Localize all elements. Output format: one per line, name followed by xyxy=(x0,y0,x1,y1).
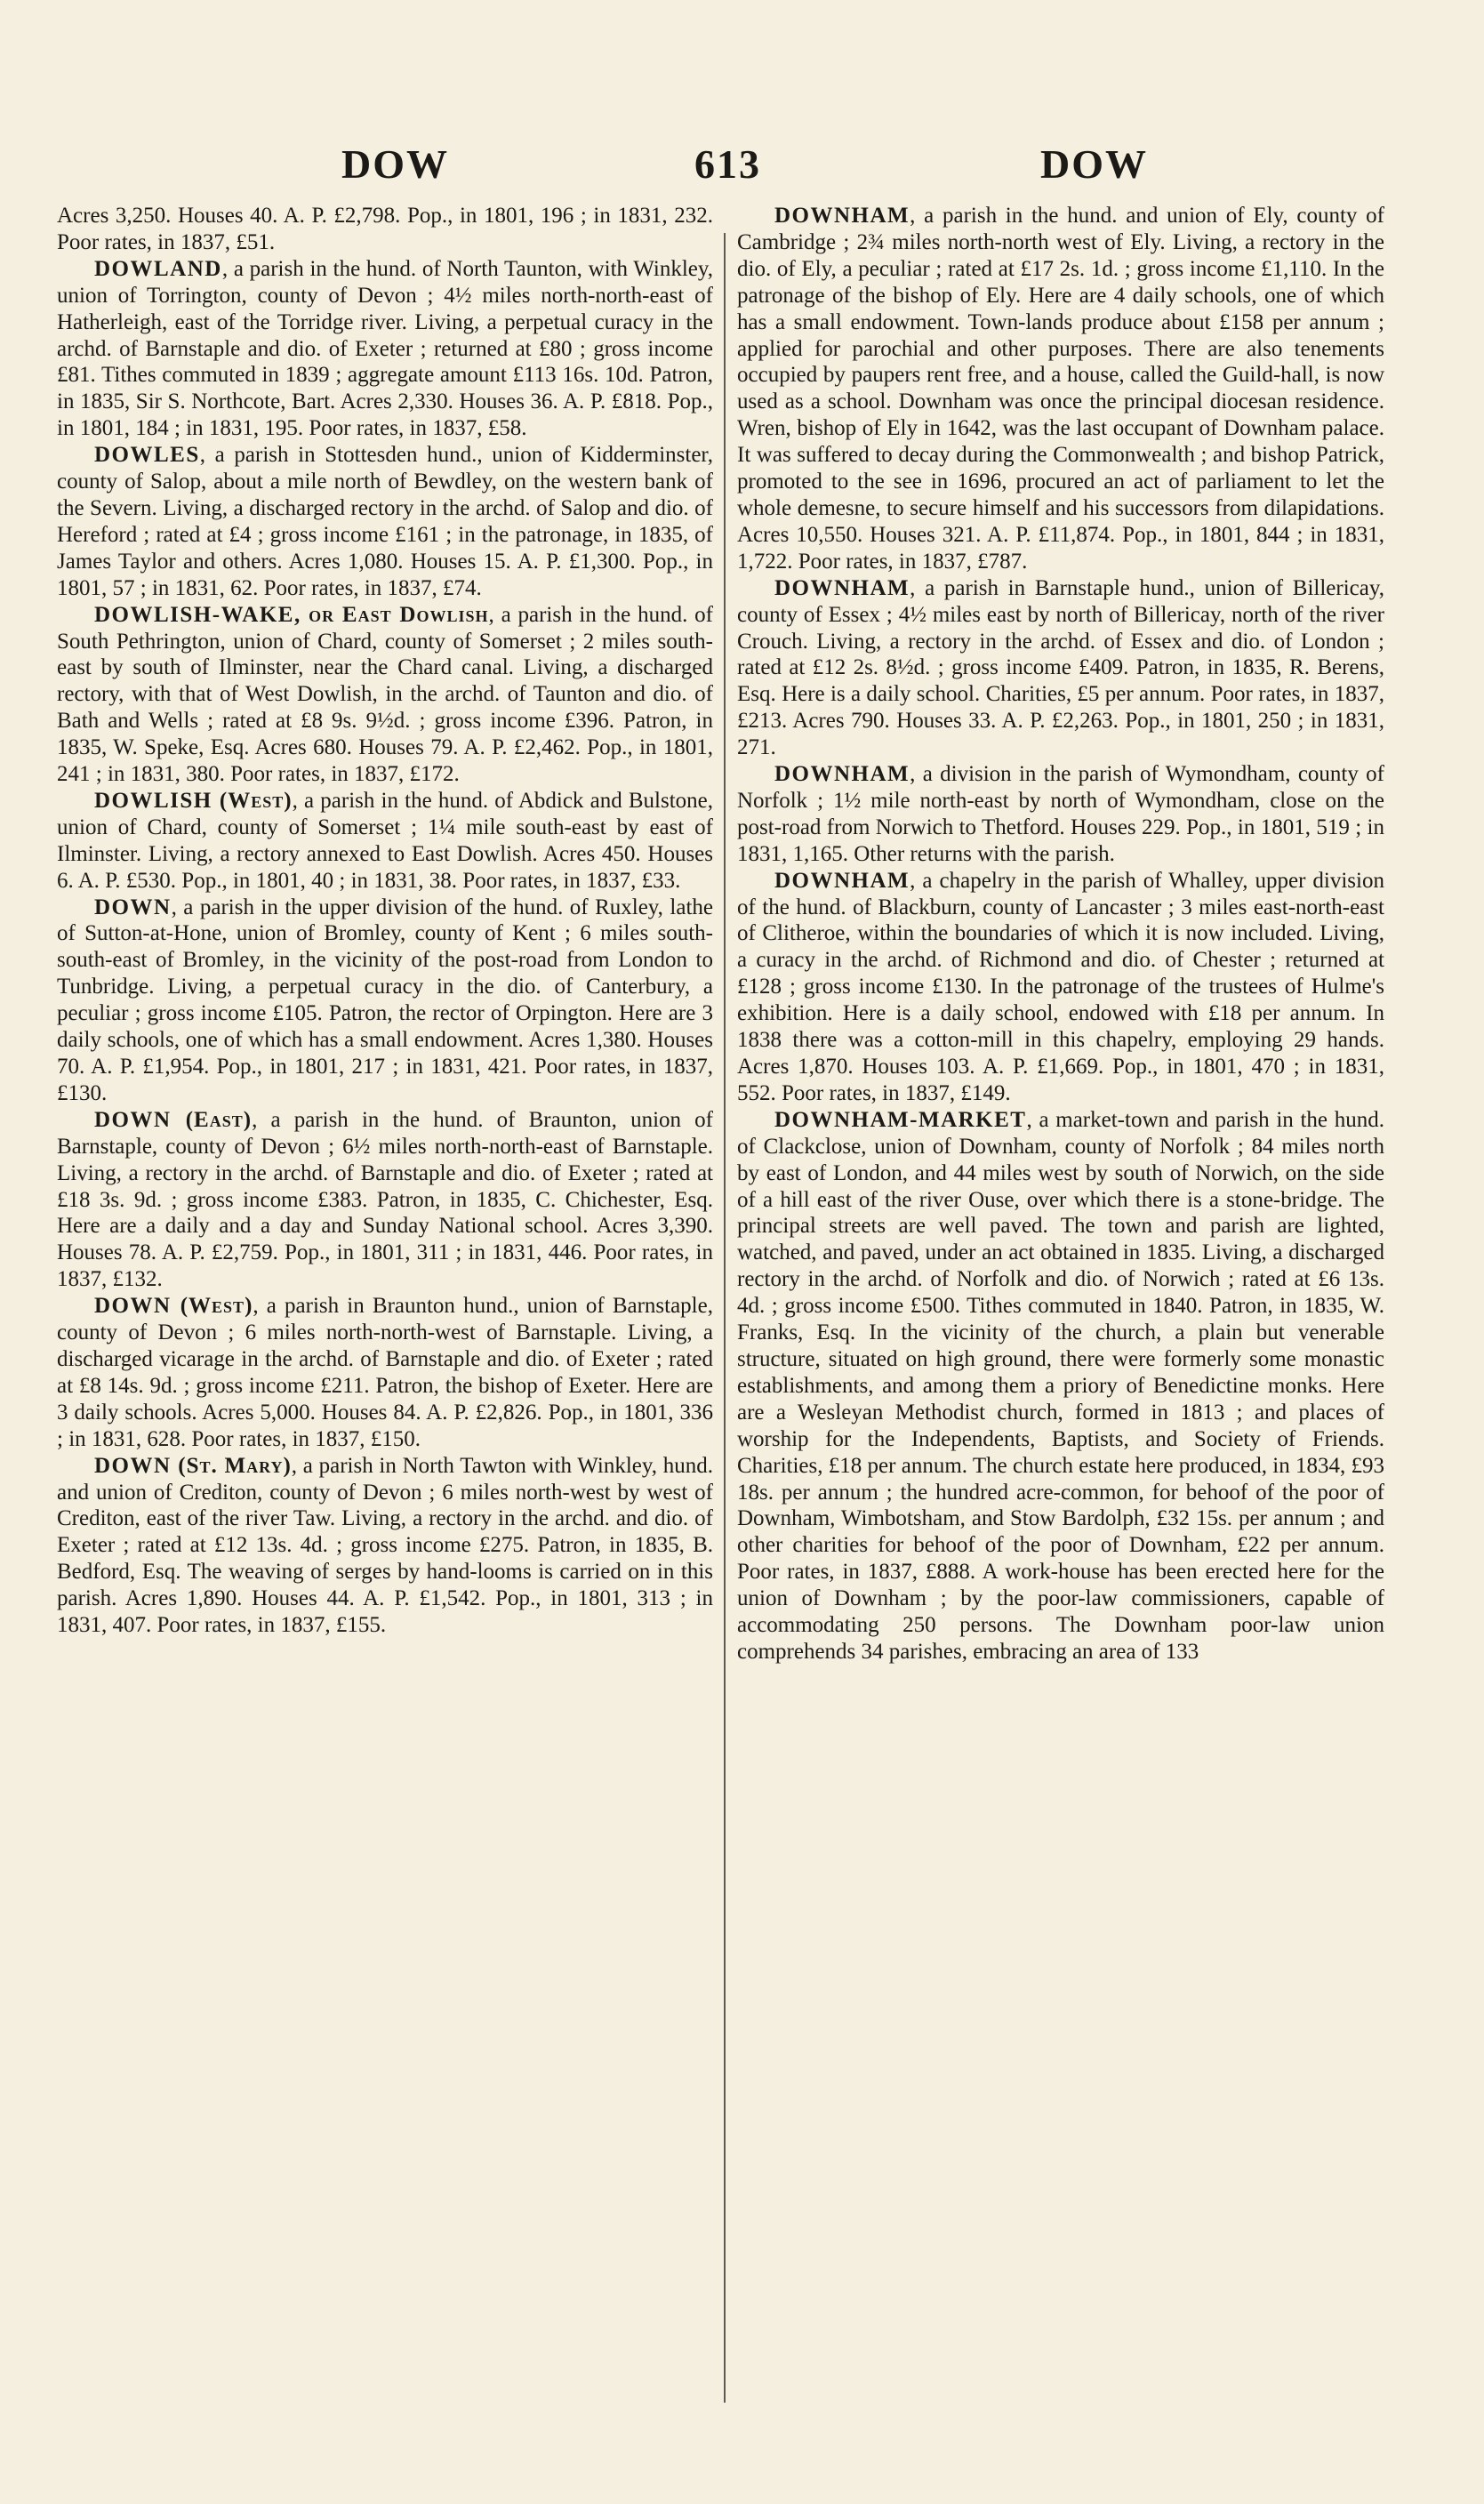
column-divider xyxy=(724,233,726,2403)
entry-text: , a parish in the upper division of the hund. of Ruxley, lathe of Sutton-at-Hone, union of Bromley, county of Kent ; 6 miles south-south-east of Bromley, in the vicinity of the post-road from London to Tunbridge. Living, a perpetual curacy in the dio. of Canterbury, a peculiar ; gross income £105. Patron, the rector of Orpington. Here are 3 daily schools, one of which has a small endowment. Acres 1,380. Houses 70. A. P. £1,954. Pop., in 1801, 217 ; in 1831, 421. Poor rates, in 1837, £130. xyxy=(57,895,713,1105)
gazetteer-entry xyxy=(737,1107,1384,1665)
gazetteer-entry xyxy=(57,895,713,1107)
entry-headword: DOWN xyxy=(94,1107,172,1132)
entry-headword: DOWN xyxy=(94,1294,172,1319)
gazetteer-entry xyxy=(57,1107,713,1293)
entry-text: , a parish in the hund. and union of Ely, county of Cambridge ; 2¾ miles north-north west of Ely. Living, a rectory in the dio. of Ely, a peculiar ; rated at £17 2s. 1d. ; gross income £1,110. In the patronage of the bishop of Ely. Here are 4 daily schools, one of which has a small endowment. Town-lands produce about £158 per annum ; applied for parochial and other purposes. There are also tenements occupied by paupers rent free, and a house, called the Guild-hall, is now used as a school. Downham was once the principal diocesan residence. Wren, bishop of Ely in 1642, was the last occupant of Downham palace. It was suffered to decay during the Commonwealth ; and bishop Patrick, promoted to the see in 1696, procured an act of parliament to let the whole demesne, to secure himself and his successors from dilapidations. Acres 10,550. Houses 321. A. P. £11,874. Pop., in 1801, 844 ; in 1831, 1,722. Poor rates, in 1837, £787. xyxy=(737,204,1384,574)
entry-headword: DOWNHAM xyxy=(774,868,910,893)
right-column xyxy=(737,203,1384,1665)
gazetteer-entry: Acres 3,250. Houses 40. A. P. £2,798. Pop., in 1801, 196 ; in 1831, 232. Poor rates, in 1837, £51. xyxy=(57,204,713,254)
entry-text: , a parish in Stottesden hund., union of Kidderminster, county of Salop, about a mile north of Bewdley, on the western bank of the Severn. Living, a discharged rectory in the archd. of Salop and dio. of Hereford ; rated at £4 ; gross income £161 ; in the patronage, in 1835, of James Taylor and others. Acres 1,080. Houses 15. A. P. £1,300. Pop., in 1801, 57 ; in 1831, 62. Poor rates, in 1837, £74. xyxy=(57,443,713,600)
entry-text: , a parish in North Tawton with Winkley, hund. and union of Crediton, county of Devon ; 6 miles north-west by west of Crediton, east of the river Taw. Living, a rectory in the archd. and dio. of Exeter ; rated at £12 13s. 4d. ; gross income £275. Patron, in 1835, B. Bedford, Esq. The weaving of serges by hand-looms is carried on in this parish. Acres 1,890. Houses 44. A. P. £1,542. Pop., in 1801, 313 ; in 1831, 407. Poor rates, in 1837, £155. xyxy=(57,1453,713,1638)
entry-text: , a parish in the hund. of Abdick and Bulstone, union of Chard, county of Somerset ; 1¼ mile south-east by east of Ilminster. Living, a rectory annexed to East Dowlish. Acres 450. Houses 6. A. P. £530. Pop., in 1801, 40 ; in 1831, 38. Poor rates, in 1837, £33. xyxy=(57,788,713,893)
header-left-word: DOW xyxy=(341,141,449,187)
gazetteer-entry xyxy=(737,203,1384,575)
entry-text: , a parish in the hund. of Braunton, union of Barnstaple, county of Devon ; 6½ miles north-north-east of Barnstaple. Living, a rectory in the archd. of Barnstaple and dio. of Exeter ; rated at £18 3s. 9d. ; gross income £383. Patron, in 1835, C. Chichester, Esq. Here are a daily and a day and Sunday National school. Acres 3,390. Houses 78. A. P. £2,759. Pop., in 1801, 311 ; in 1831, 446. Poor rates, in 1837, £132. xyxy=(57,1107,713,1292)
entry-text: , a chapelry in the parish of Whalley, upper division of the hund. of Blackburn, county of Lancaster ; 3 miles east-north-east of Clitheroe, within the boundaries of which it is now included. Living, a curacy in the archd. of Richmond and dio. of Chester ; returned at £128 ; gross income £130. In the patronage of the trustees of Hulme's exhibition. Here is a daily school, endowed with £18 per annum. In 1838 there was a cotton-mill in this chapelry, employing 29 hands. Acres 1,870. Houses 103. A. P. £1,669. Pop., in 1801, 470 ; in 1831, 552. Poor rates, in 1837, £149. xyxy=(737,868,1384,1105)
entry-text: , a parish in Braunton hund., union of Barnstaple, county of Devon ; 6 miles north-north-west of Barnstaple. Living, a discharged vicarage in the archd. of Barnstaple and dio. of Exeter ; rated at £8 14s. 9d. ; gross income £211. Patron, the bishop of Exeter. Here are 3 daily schools. Acres 5,000. Houses 84. A. P. £2,826. Pop., in 1801, 336 ; in 1831, 628. Poor rates, in 1837, £150. xyxy=(57,1294,713,1451)
entry-text: , a parish in the hund. of South Pethrington, union of Chard, county of Somerset ; 2 miles south-east by south of Ilminster, near the Chard canal. Living, a discharged rectory, with that of West Dowlish, in the archd. of Taunton and dio. of Bath and Wells ; rated at £8 9s. 9½d. ; gross income £396. Patron, in 1835, W. Speke, Esq. Acres 680. Houses 79. A. P. £2,462. Pop., in 1801, 241 ; in 1831, 380. Poor rates, in 1837, £172. xyxy=(57,602,713,787)
gazetteer-entry xyxy=(57,256,713,442)
entry-headword: DOWN xyxy=(94,1453,172,1478)
entry-headword: DOWLISH-WAKE xyxy=(94,602,294,627)
entry-headword: DOWNHAM xyxy=(774,204,910,228)
entry-qualifier: , or East Dowlish xyxy=(293,602,489,627)
entry-headword: DOWNHAM xyxy=(774,762,910,787)
entry-text: , a parish in the hund. of North Taunton, with Winkley, union of Torrington, county of Devon ; 4½ miles north-north-east of Hatherleigh, east of the Torridge river. Living, a perpetual curacy in the archd. of Barnstaple and dio. of Exeter ; returned at £80 ; gross income £81. Tithes commuted in 1839 ; aggregate amount £113 16s. 10d. Patron, in 1835, Sir S. Northcote, Bart. Acres 2,330. Houses 36. A. P. £818. Pop., in 1801, 184 ; in 1831, 195. Poor rates, in 1837, £58. xyxy=(57,256,713,441)
entry-qualifier: (East) xyxy=(171,1107,253,1132)
gazetteer-entry xyxy=(57,788,713,895)
entry-text: , a parish in Barnstaple hund., union of Billericay, county of Essex ; 4½ miles east by north of Billericay, north of the river Crouch. Living, a rectory in the archd. of Essex and dio. of London ; rated at £12 2s. 8½d. ; gross income £409. Patron, in 1835, R. Berens, Esq. Here is a daily school. Charities, £5 per annum. Poor rates, in 1837, £213. Acres 790. Houses 33. A. P. £2,263. Pop., in 1801, 250 ; in 1831, 271. xyxy=(737,575,1384,760)
gazetteer-entry xyxy=(57,1293,713,1452)
entry-headword: DOWNHAM xyxy=(774,575,910,600)
entry-text: , a market-town and parish in the hund. of Clackclose, union of Downham, county of Norfolk ; 84 miles north by east of London, and 44 miles west by south of Norwich, on the side of a hill east of the river Ouse, over which there is a stone-bridge. The principal streets are well paved. The town and parish are lighted, watched, and paved, under an act obtained in 1835. Living, a discharged rectory in the archd. of Norfolk and dio. of Norwich ; rated at £6 13s. 4d. ; gross income £500. Tithes commuted in 1840. Patron, in 1835, W. Franks, Esq. In the vicinity of the church, a plain but venerable structure, situated on high ground, there were formerly some monastic establishments, and among them a priory of Benedictine monks. Here are a Wesleyan Methodist church, formed in 1813 ; and places of worship for the Independents, Baptists, and Society of Friends. Charities, £18 per annum. The church estate here produced, in 1834, £93 18s. per annum ; the hundred acre-common, for behoof of the poor of Downham, Wimbotsham, and Stow Bardolph, £32 15s. per annum ; and other charities for behoof of the poor of Downham, £22 per annum. Poor rates, in 1837, £888. A work-house has been erected here for the union of Downham ; by the poor-law commissioners, capable of accommodating 250 persons. The Downham poor-law union comprehends 34 parishes, embracing an area of 133 xyxy=(737,1107,1384,1664)
left-column xyxy=(57,203,713,1639)
running-header xyxy=(0,140,1484,194)
gazetteer-entry xyxy=(737,868,1384,1107)
entry-qualifier: (West) xyxy=(171,1294,253,1319)
gazetteer-entry xyxy=(737,761,1384,868)
gazetteer-entry xyxy=(737,575,1384,761)
entry-headword: DOWLES xyxy=(94,443,200,468)
entry-headword: DOWN xyxy=(94,895,172,919)
entry-headword: DOWNHAM-MARKET xyxy=(774,1107,1027,1132)
header-right-word: DOW xyxy=(1040,141,1148,187)
gazetteer-entry xyxy=(57,602,713,788)
gazetteer-entry xyxy=(57,442,713,601)
entry-text: , a division in the parish of Wymondham, county of Norfolk ; 1½ mile north-east by north of Wymondham, close on the post-road from Norwich to Thetford. Houses 229. Pop., in 1801, 519 ; in 1831, 1,165. Other returns with the parish. xyxy=(737,762,1384,866)
entry-headword: DOWLISH xyxy=(94,788,213,813)
gazetteer-entry xyxy=(57,1453,713,1639)
entry-headword: DOWLAND xyxy=(94,256,222,281)
entry-qualifier: (St. Mary) xyxy=(171,1453,292,1478)
entry-qualifier: (West) xyxy=(212,788,293,813)
page-number: 613 xyxy=(694,141,761,187)
